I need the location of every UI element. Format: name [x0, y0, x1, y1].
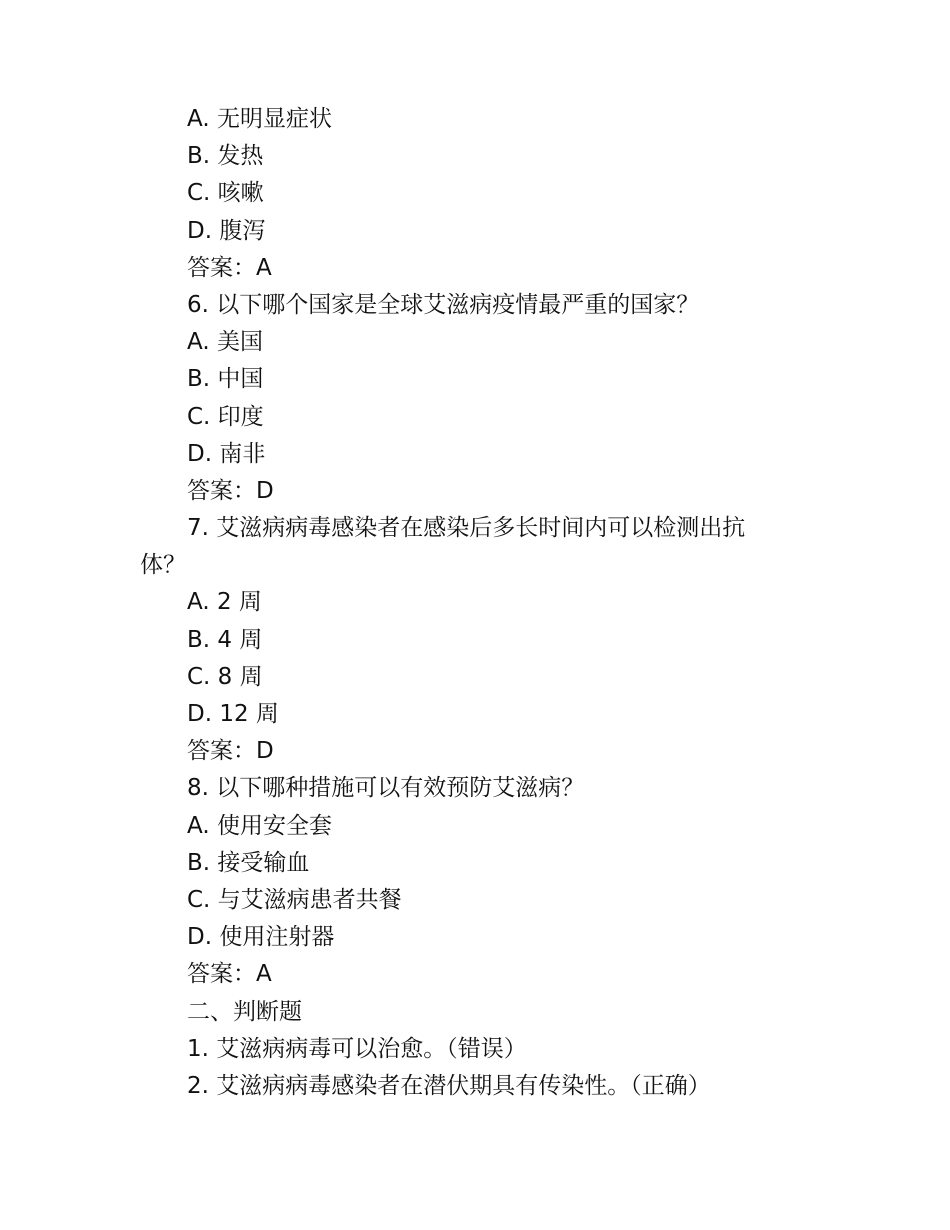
option-b: B. 接受输血	[187, 849, 310, 876]
answer: 答案：A	[187, 961, 272, 988]
option-a: A. 使用安全套	[187, 812, 332, 839]
option-d: D. 12 周	[187, 701, 279, 728]
true-false-item-1: 1. 艾滋病病毒可以治愈。（错误）	[187, 1035, 527, 1062]
option-c: C. 与艾滋病患者共餐	[187, 886, 402, 913]
section-heading: 二、判断题	[187, 998, 302, 1025]
option-a: A. 美国	[187, 329, 263, 356]
question-6: 6. 以下哪个国家是全球艾滋病疫情最严重的国家？	[187, 291, 700, 318]
answer: 答案：A	[187, 254, 272, 281]
question-8: 8. 以下哪种措施可以有效预防艾滋病？	[187, 775, 585, 802]
question-7	[0, 510, 820, 584]
option-d: D. 南非	[187, 440, 266, 467]
option-c: C. 咳嗽	[187, 180, 264, 207]
option-a: A. 无明显症状	[187, 106, 332, 132]
option-b: B. 4 周	[187, 626, 263, 653]
answer: 答案：D	[187, 738, 274, 765]
option-a: A. 2 周	[187, 589, 262, 616]
question-7-line-1: 7. 艾滋病病毒感染者在感染后多长时间内可以检测出抗	[187, 515, 746, 542]
option-d: D. 使用注射器	[187, 924, 335, 951]
document-body	[0, 101, 950, 1105]
option-c: C. 8 周	[187, 663, 263, 690]
answer: 答案：D	[187, 477, 274, 504]
option-b: B. 中国	[187, 366, 264, 393]
option-c: C. 印度	[187, 403, 264, 430]
option-b: B. 发热	[187, 143, 264, 170]
true-false-item-2: 2. 艾滋病病毒感染者在潜伏期具有传染性。（正确）	[187, 1072, 711, 1099]
question-7-line-2: 体？	[140, 552, 186, 579]
option-d: D. 腹泻	[187, 217, 266, 244]
